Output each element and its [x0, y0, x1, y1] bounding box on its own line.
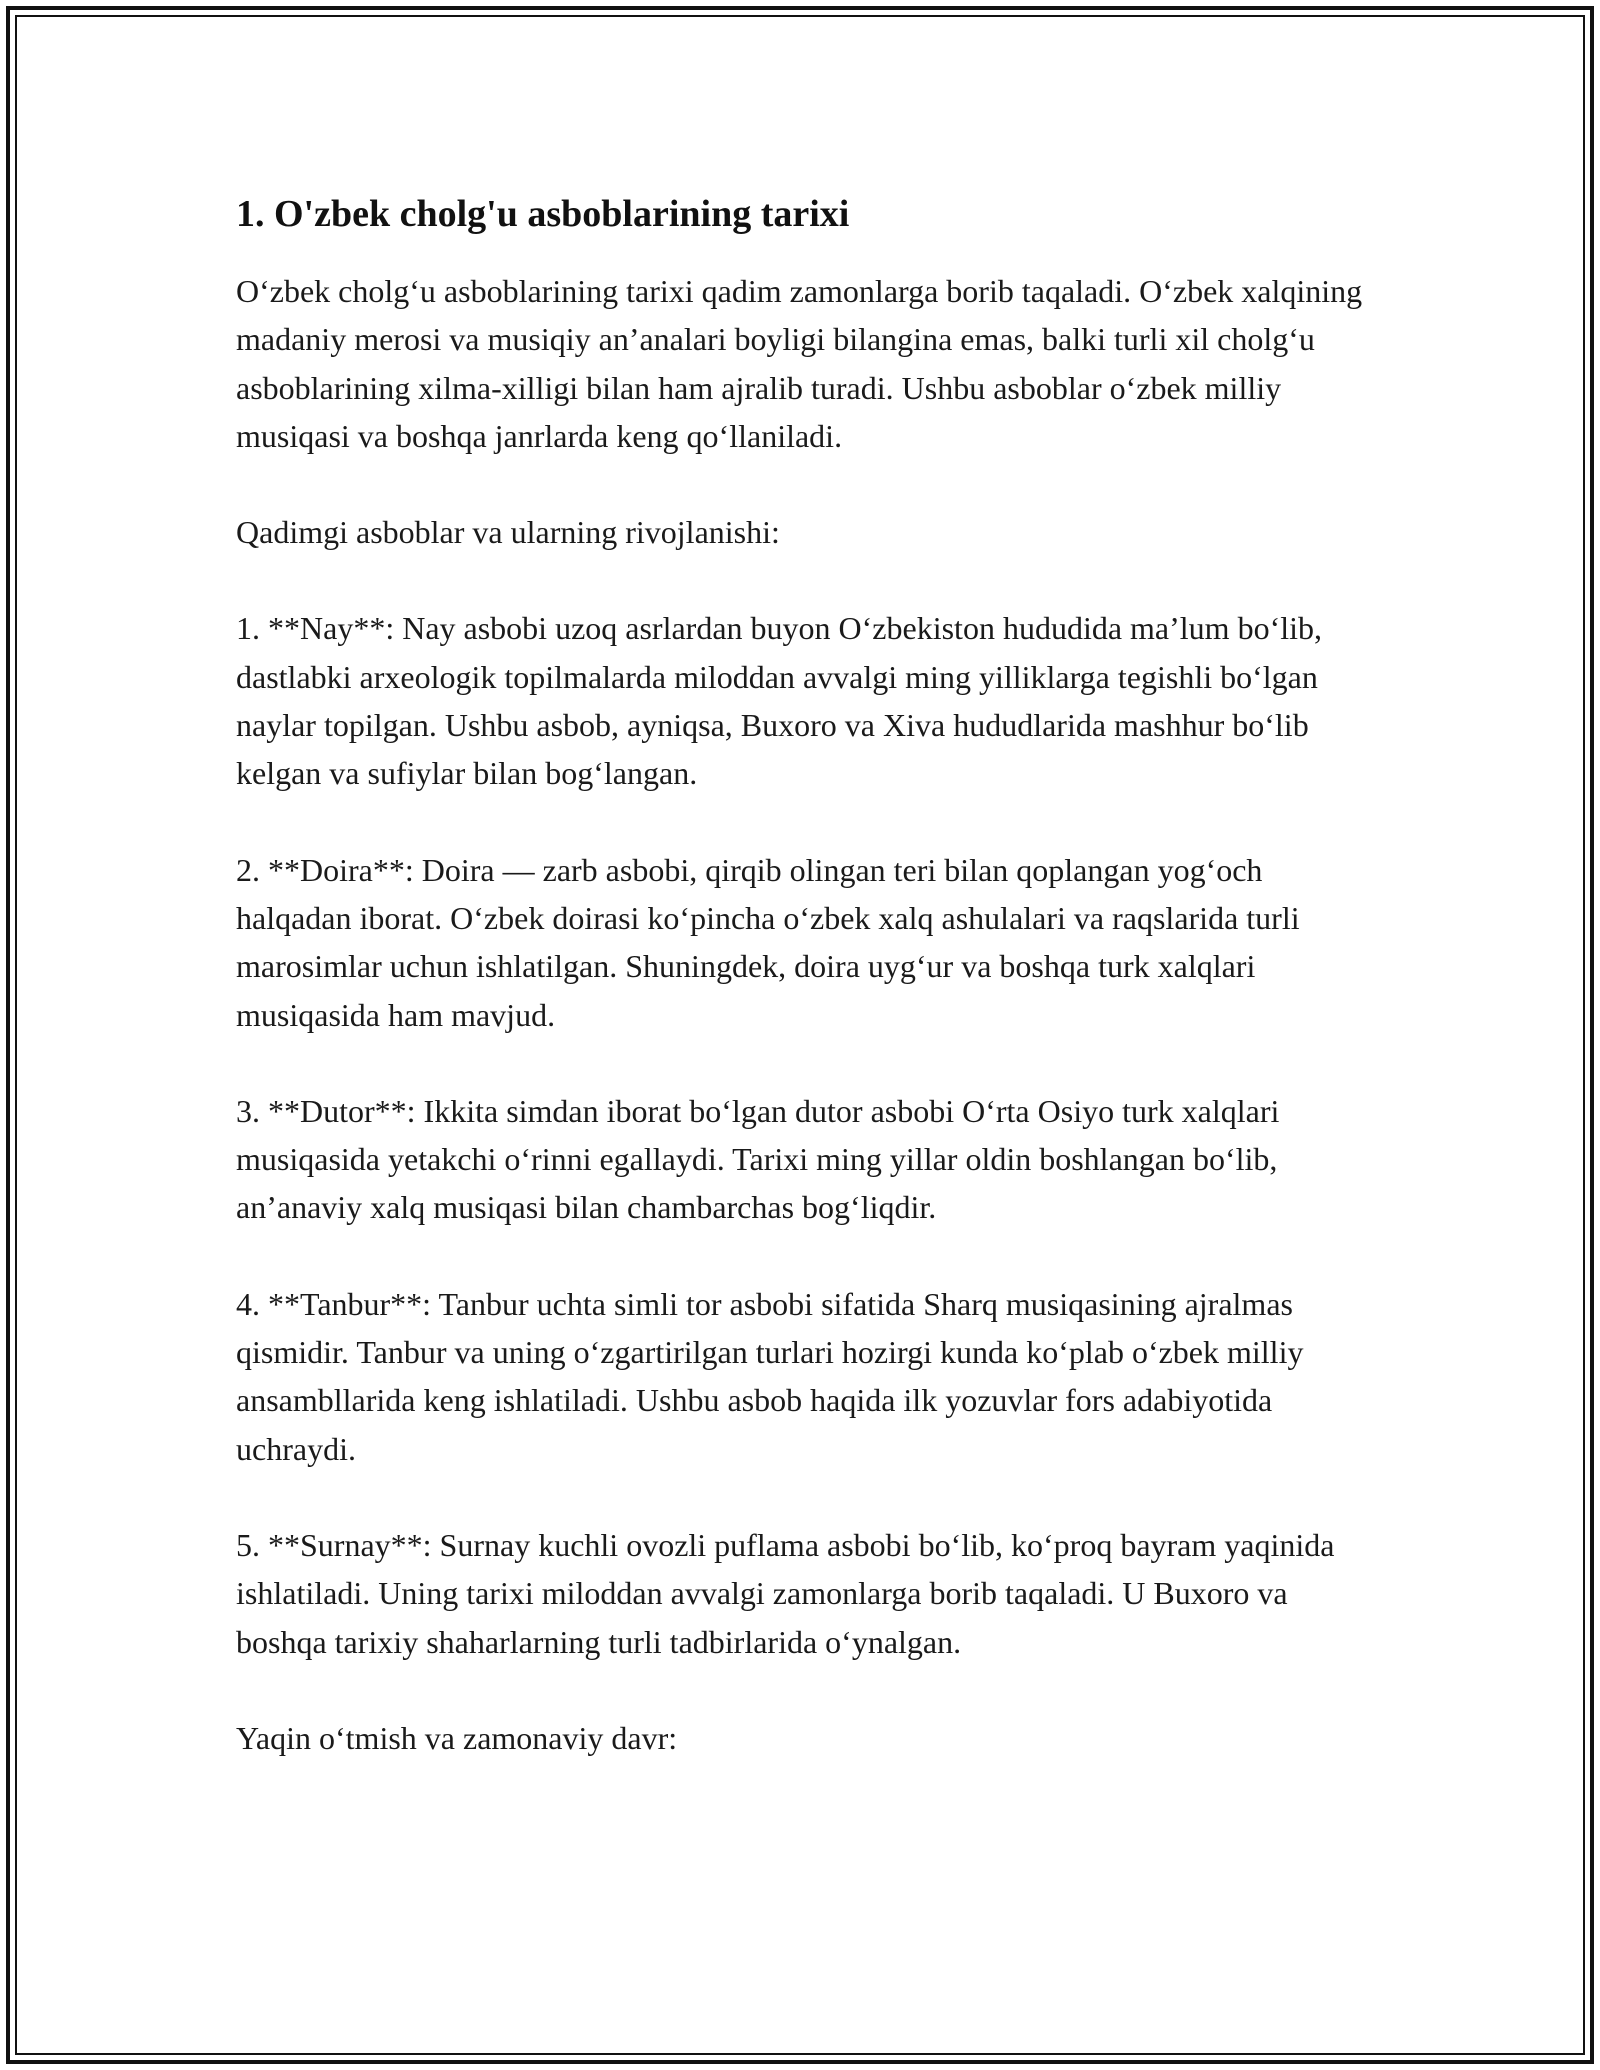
doira-paragraph: 2. **Doira**: Doira — zarb asbobi, qirqib olingan teri bilan qoplangan yog‘och halqadan iborat. O‘zbek doirasi ko‘pincha o‘zbek xalq ashulalari va raqslarida turli marosimlar uchun ishlatilgan. Shuningdek, doira uyg‘ur va boshqa turk xalqlari musiqasida ham mavjud. — [236, 851, 1300, 1033]
intro-paragraph: O‘zbek cholg‘u asboblarining tarixi qadim zamonlarga borib taqaladi. O‘zbek xalqining madaniy merosi va musiqiy an’analari boyligi bilangina emas, balki turli xil cholg‘u asboblarining xilma-xilligi bilan ham ajralib turadi. Ushbu asboblar o‘zbek milliy musiqasi va boshqa janrlarda keng qo‘llaniladi. — [236, 273, 1363, 454]
tanbur-paragraph: 4. **Tanbur**: Tanbur uchta simli tor asbobi sifatida Sharq musiqasining ajralmas qismidir. Tanbur va uning o‘zgartirilgan turlari hozirgi kunda ko‘plab o‘zbek milliy ansambllarida keng ishlatiladi. Ushbu asbob haqida ilk yozuvlar fors adabiyotida uchraydi. — [236, 1285, 1304, 1467]
ancient-instruments-heading: Qadimgi asboblar va ularning rivojlanishi: — [236, 514, 780, 551]
document-body — [236, 186, 1376, 1810]
modern-era-heading: Yaqin o‘tmish va zamonaviy davr: — [236, 1719, 678, 1756]
document-title: 1. O'zbek cholg'u asboblarining tarixi — [236, 193, 850, 235]
dutor-paragraph: 3. **Dutor**: Ikkita simdan iborat bo‘lgan dutor asbobi O‘rta Osiyo turk xalqlari musiqasida yetakchi o‘rinni egallaydi. Tarixi ming yillar oldin boshlangan bo‘lib, an’anaviy xalq musiqasi bilan chambarchas bog‘liqdir. — [236, 1092, 1280, 1226]
surnay-paragraph: 5. **Surnay**: Surnay kuchli ovozli puflama asbobi bo‘lib, ko‘proq bayram yaqinida ishlatiladi. Uning tarixi miloddan avvalgi zamonlarga borib taqaladi. U Buxoro va boshqa tarixiy shaharlarning turli tadbirlarida o‘ynalgan. — [236, 1526, 1335, 1660]
nay-paragraph: 1. **Nay**: Nay asbobi uzoq asrlardan buyon O‘zbekiston hududida ma’lum bo‘lib, dastlabki arxeologik topilmalarda miloddan avvalgi ming yilliklarga tegishli bo‘lgan naylar topilgan. Ushbu asbob, ayniqsa, Buxoro va Xiva hududlarida mashhur bo‘lib kelgan va sufiylar bilan bog‘langan. — [236, 610, 1322, 792]
